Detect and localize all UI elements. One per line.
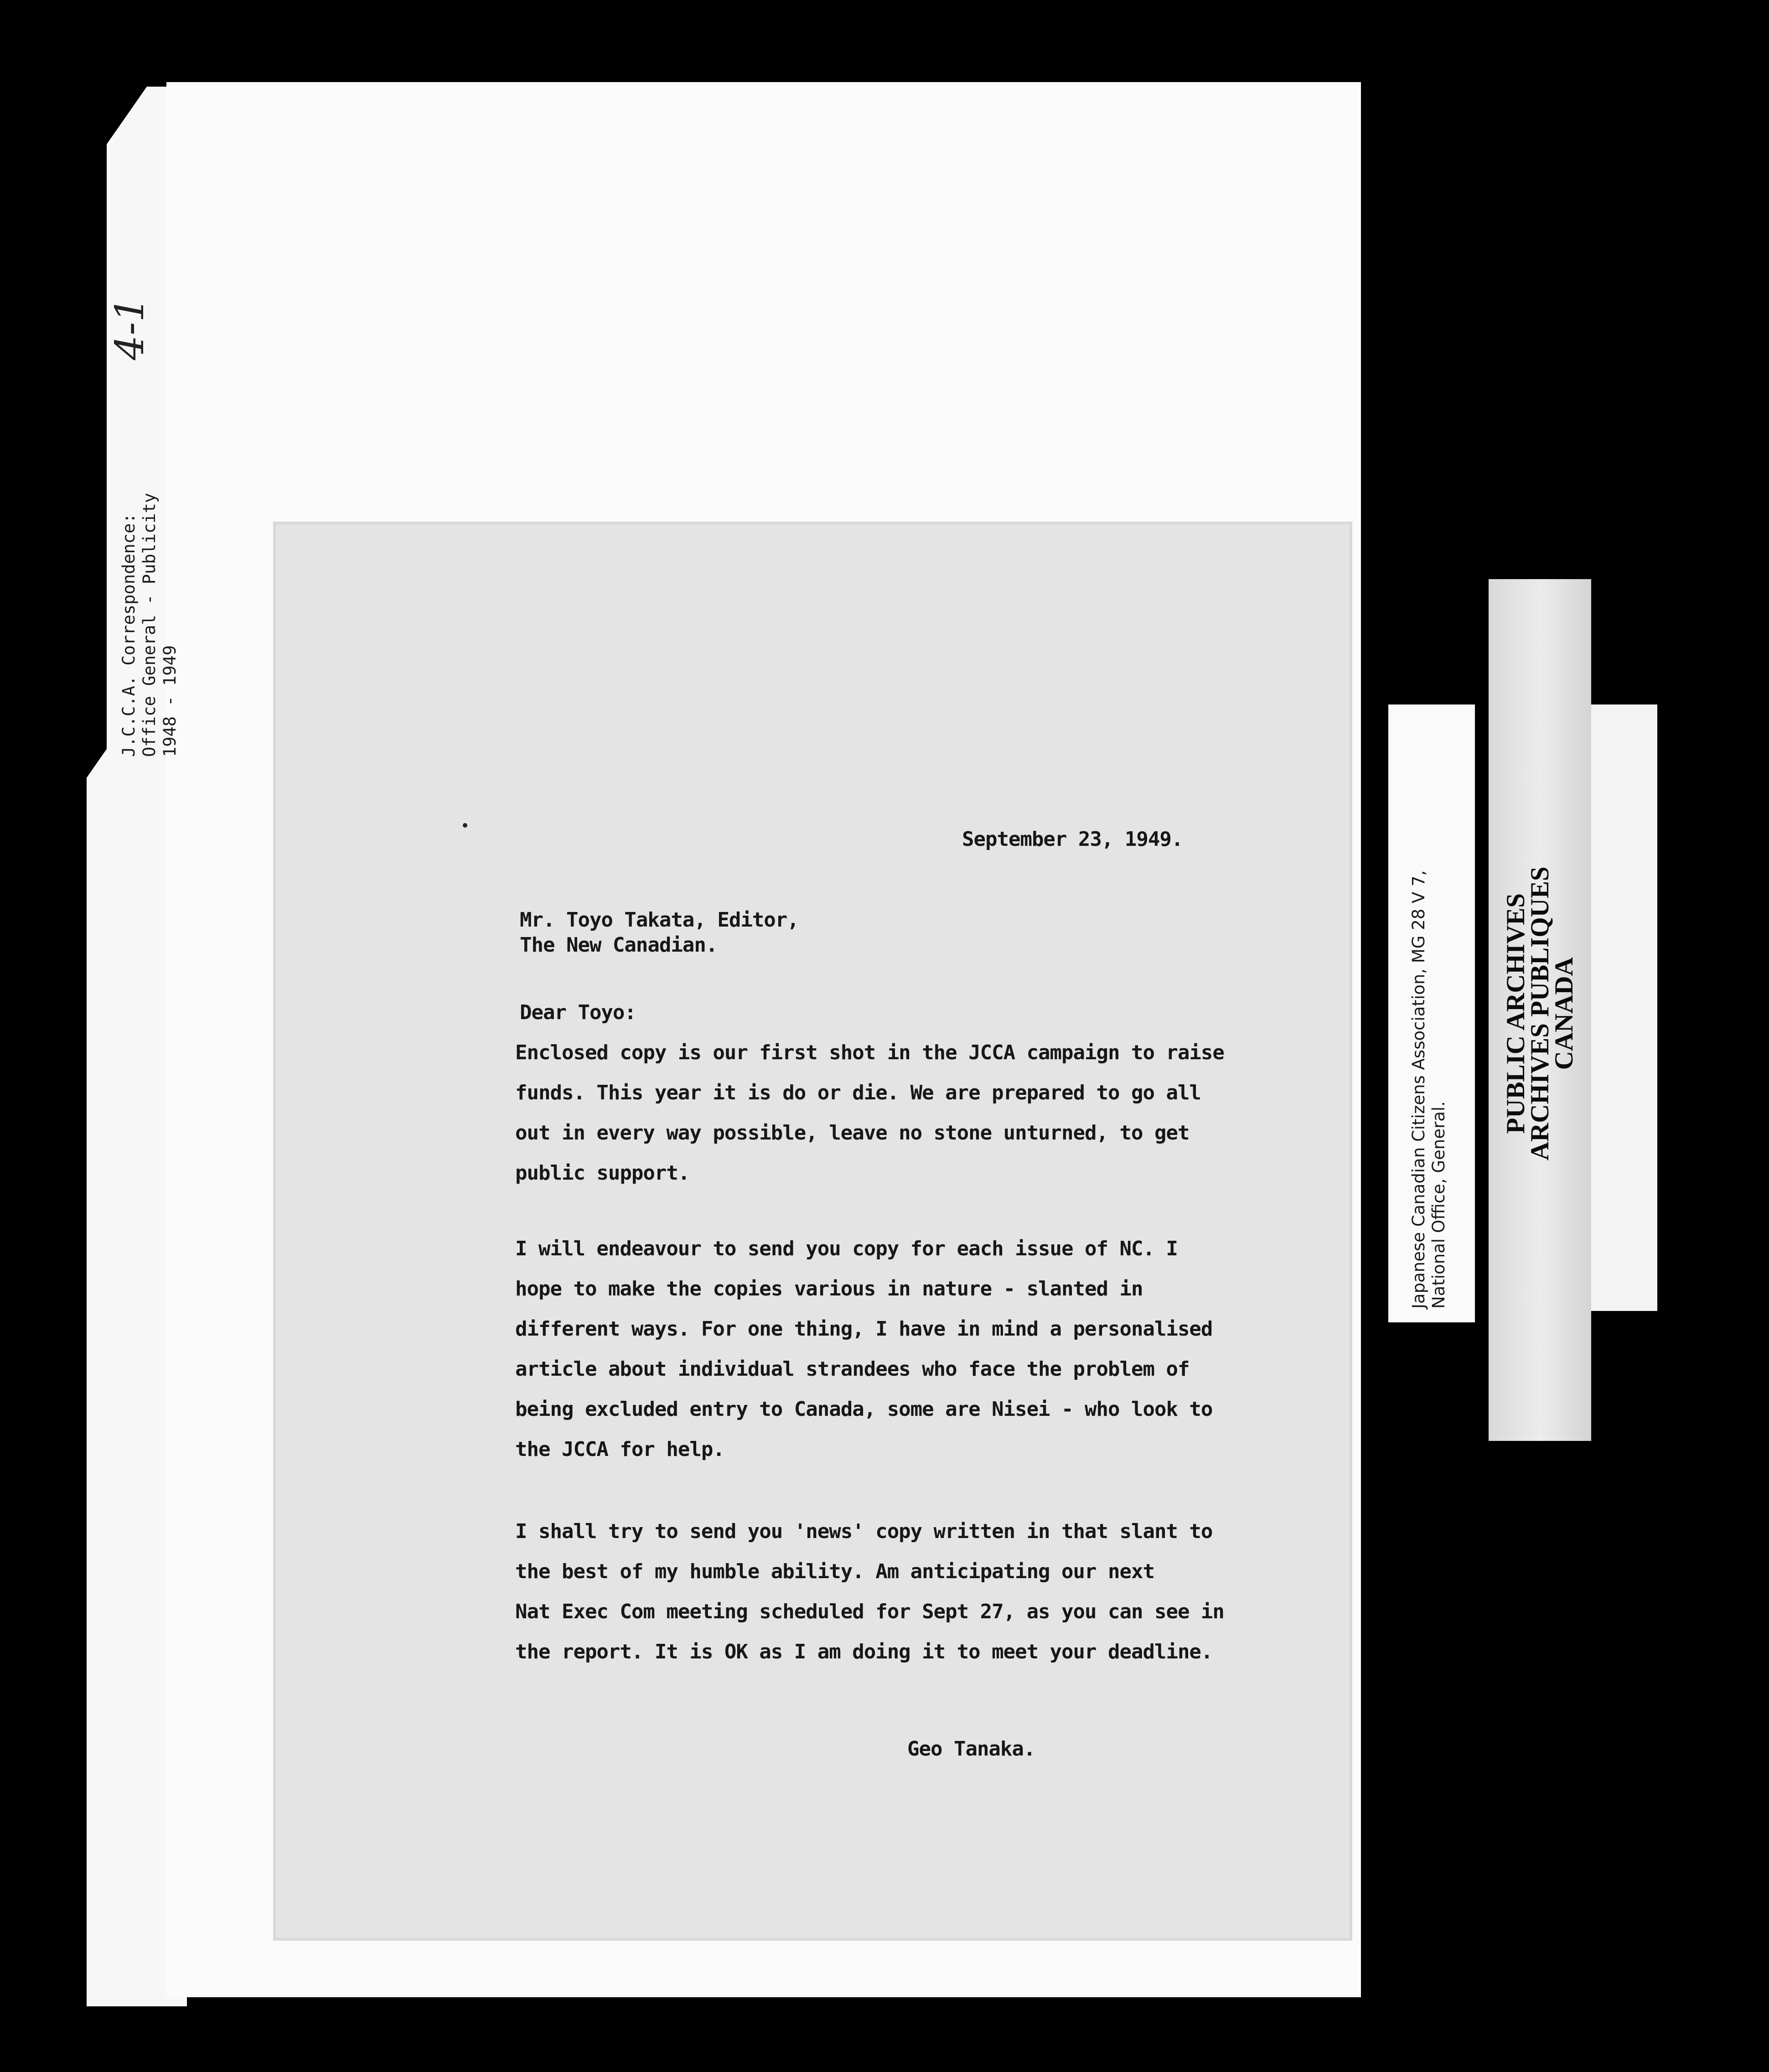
letter-paragraph-3 (515, 1512, 1224, 1672)
folder-label (119, 493, 180, 757)
letter-paragraph-2 (515, 1229, 1212, 1470)
paragraph-line: Nat Exec Com meeting scheduled for Sept 27, as you can see in (515, 1600, 1224, 1623)
paragraph-line: article about individual strandees who face the problem of (515, 1357, 1190, 1381)
folder-number: 4-1 (107, 297, 153, 360)
letter-greeting: Dear Toyo: (520, 1001, 636, 1024)
folder-label-line: Office General - Publicity (140, 492, 159, 757)
letter-date: September 23, 1949. (962, 828, 1183, 851)
letter-recipient (520, 907, 799, 958)
stamp-line: PUBLIC ARCHIVES (1501, 893, 1530, 1134)
paragraph-line: different ways. For one thing, I have in mind a personalised (515, 1317, 1213, 1341)
folder-label-line: J.C.C.A. Correspondence: (119, 513, 139, 757)
folder-label-line: 1948 - 1949 (160, 645, 180, 757)
paragraph-line: I shall try to send you 'news' copy written in that slant to (515, 1520, 1213, 1543)
paragraph-line: the JCCA for help. (515, 1438, 724, 1461)
letter-page (276, 524, 1350, 1938)
paragraph-line: the report. It is OK as I am doing it to meet your deadline. (515, 1640, 1213, 1663)
paragraph-line: public support. (515, 1161, 690, 1185)
archive-slip-line: National Office, General. (1429, 1101, 1448, 1309)
stamp-line: CANADA (1550, 957, 1578, 1070)
archive-slip-text (1409, 870, 1449, 1309)
archives-stamp (1501, 866, 1578, 1160)
letter-paragraph-1 (515, 1033, 1224, 1193)
paragraph-line: I will endeavour to send you copy for each issue of NC. I (515, 1237, 1178, 1260)
stamp-line: ARCHIVES PUBLIQUES (1526, 866, 1554, 1160)
letter-signature: Geo Tanaka. (907, 1737, 1035, 1761)
paragraph-line: funds. This year it is do or die. We are prepared to go all (515, 1081, 1201, 1104)
paragraph-line: out in every way possible, leave no stone unturned, to get (515, 1121, 1190, 1145)
recipient-line: The New Canadian. (520, 933, 718, 957)
paragraph-line: hope to make the copies various in nature - slanted in (515, 1277, 1143, 1300)
recipient-line: Mr. Toyo Takata, Editor, (520, 908, 799, 932)
paragraph-line: Enclosed copy is our first shot in the JCCA campaign to raise (515, 1041, 1224, 1064)
paragraph-line: the best of my humble ability. Am anticipating our next (515, 1560, 1154, 1583)
paragraph-line: being excluded entry to Canada, some are Nisei - who look to (515, 1398, 1213, 1421)
paper-mark (463, 823, 467, 828)
archive-slip-line: Japanese Canadian Citizens Association, MG 28 V 7, (1409, 870, 1428, 1309)
